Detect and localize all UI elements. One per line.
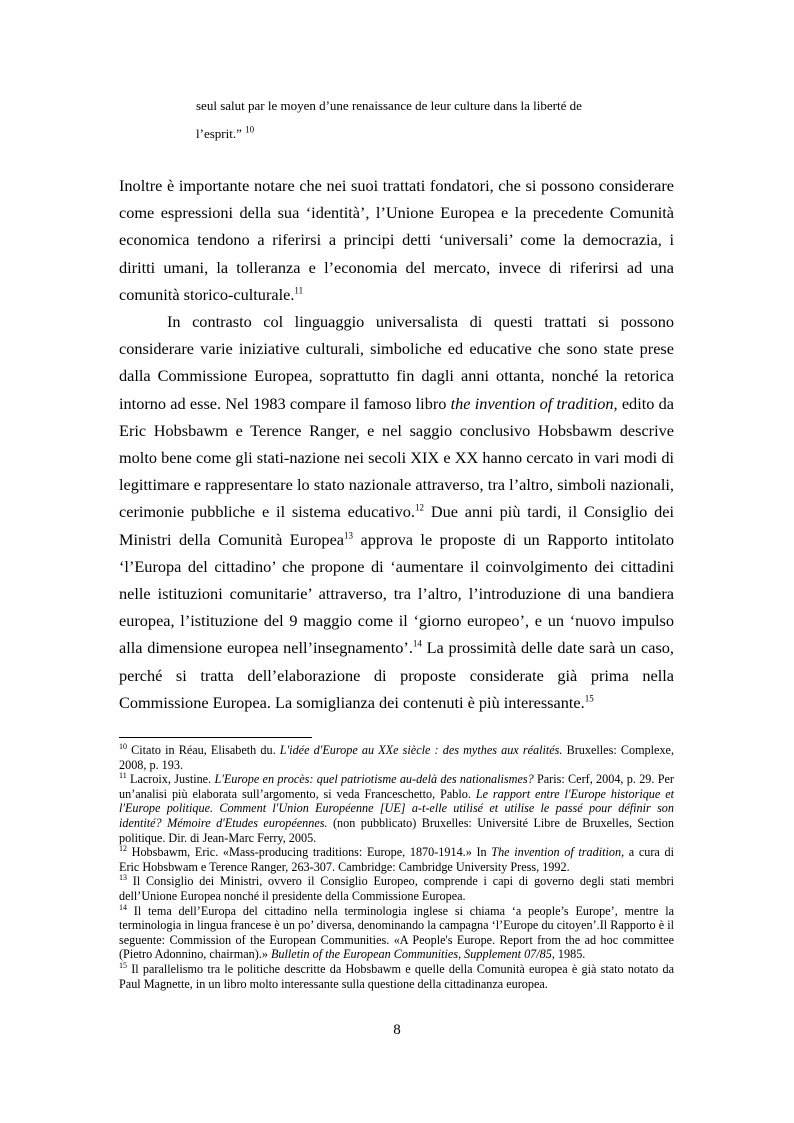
footnote-number: 15	[119, 960, 127, 970]
footnote-text: Bruxelles: Complexe, 2008, p. 193.	[119, 743, 674, 772]
footnote-title: L'Europe en procès: quel patriotisme au-delà des nationalismes?	[214, 772, 534, 787]
quote-line-2-text: l’esprit.”	[196, 126, 246, 141]
footnote-title: L'idée d'Europe au XXe siècle : des mythes aux réalités.	[279, 743, 563, 757]
footnote-text: (non pubblicato) Bruxelles: Université Libre de Bruxelles, Section politique. Dir. di Jean-Marc Ferry, 2005.	[119, 815, 674, 845]
footnote-ref-13: 13	[344, 530, 354, 541]
paragraph-2-part-5: La prossimità delle date sarà un caso, perché si tratta dell’elaborazione di proposte considerate già prima nella Commissione Europea. La somiglianza dei contenuti è più interessante.	[119, 638, 675, 712]
footnote-text: , 1985.	[551, 947, 586, 962]
footnote-ref-12: 12	[414, 503, 424, 514]
footnote-10	[119, 743, 674, 772]
footnote-11	[119, 772, 674, 845]
footnote-text: Citato in Réau, Elisabeth du.	[127, 743, 280, 757]
footnote-text: Paris: Cerf, 2004, p. 29. Per un’analisi più elaborata sull’argomento, si veda Franceschetto, Pablo.	[119, 772, 674, 801]
footnote-text: Il Consiglio dei Ministri, ovvero il Consiglio Europeo, comprende i capi di governo degli stati membri dell’Unione Europea nonché il presidente della Commissione Europea.	[119, 874, 674, 903]
footnote-15	[119, 962, 674, 991]
footnote-title: The invention of tradition	[491, 845, 622, 860]
paragraph-1-text: Inoltre è importante notare che nei suoi trattati fondatori, che si possono considerare come espressioni della sua ‘identità’, l’Unione Europea e la precedente Comunità economica tendono a riferirsi a principi detti ‘universali’ come la democrazia, i diritti umani, la tolleranza e l’economia del mercato, invece di riferirsi ad una comunità storico-culturale.	[119, 176, 674, 304]
footnote-text: Il tema dell’Europa del cittadino nella terminologia inglese si chiama ‘a people’s Europe’, mentre la terminologia in lingua francese è un po’ diversa, denominando la campagna ‘l’Europe du citoyen’.Il Rapporto è il seguente: Commission of the European Communities. «A People's Europe. Report from the ad hoc committee (Pietro Adonnino, chairman).»	[119, 903, 674, 962]
footnote-13	[119, 874, 674, 903]
paragraph-2-part-4: approva le proposte di un Rapporto intitolato ‘l’Europa del cittadino’ che propone di ‘aumentare il coinvolgimento dei cittadini nelle istituzioni comunitarie’ attraverso, tra l’altro, l’introduzione di una bandiera europea, l’istituzione del 9 maggio come il ‘giorno europeo’, e un ‘nuovo impulso alla dimensione europea nell’insegnamento’.	[119, 529, 675, 658]
footnote-ref-11: 11	[294, 285, 304, 296]
footnote-ref-10: 10	[245, 124, 255, 135]
block-quote	[196, 92, 616, 148]
footnote-12	[119, 845, 674, 874]
paragraph-2-part-3: Due anni più tardi, il Consiglio dei Ministri della Comunità Europea	[119, 502, 675, 549]
footnote-number: 13	[119, 873, 127, 883]
book-title: the invention of tradition,	[450, 393, 618, 413]
page-number: 8	[393, 1022, 401, 1038]
footnote-number: 10	[119, 741, 127, 751]
body-text	[119, 172, 674, 716]
quote-line-2	[196, 120, 616, 148]
footnote-14	[119, 904, 674, 962]
paragraph-2-part-2: edito da Eric Hobsbawm e Terence Ranger, e nel saggio conclusivo Hobsbawm descrive molto bene come gli stati-nazione nei secoli XIX e XX hanno cercato in vari modi di legittimare e rappresentare lo stato nazionale attraverso, tra l’altro, simboli nazionali, cerimonie pubbliche e il sistema educativo.	[119, 393, 674, 522]
footnote-title: Le rapport entre l'Europe historique et l'Europe politique. Comment l'Union Européenne [UE] a-t-elle utilisé et utilise le passé pour définir son identité? Mémoire d'Etudes européennes.	[119, 786, 674, 830]
footnote-text: Il parallelismo tra le politiche descritte da Hobsbawm e quelle della Comunità europea è già stato notato da Paul Magnette, in un libro molto interessante sulla questione della cittadinanza europea.	[119, 961, 674, 991]
quote-line-1: seul salut par le moyen d’une renaissance de leur culture dans la liberté de	[196, 98, 582, 113]
footnote-title: Bulletin of the European Communities, Supplement 07/85	[270, 947, 552, 962]
paragraph-1	[119, 172, 674, 308]
footnote-number: 11	[119, 771, 127, 781]
footnote-text: Lacroix, Justine.	[126, 772, 215, 787]
paragraph-2-part-1: In contrasto col linguaggio universalista di questi trattati si possono considerare varie iniziative culturali, simboliche ed educative che sono state prese dalla Commissione Europea, soprattutto fin dagli anni ottanta, nonché la retorica intorno ad esse. Nel 1983 compare il famoso libro	[119, 312, 674, 413]
footnote-text: , a cura di Eric Hobsbwam e Terence Ranger, 263-307. Cambridge: Cambridge University Press, 1992.	[119, 845, 674, 874]
footnote-number: 14	[119, 902, 127, 912]
paragraph-2	[119, 308, 674, 716]
footnote-number: 12	[119, 844, 127, 854]
footnote-separator	[119, 737, 312, 738]
footnotes	[119, 743, 674, 991]
footnote-text: Hobsbawm, Eric. «Mass-producing traditions: Europe, 1870-1914.» In	[127, 845, 492, 860]
footnote-ref-15: 15	[584, 693, 594, 704]
footnote-ref-14: 14	[412, 639, 422, 650]
